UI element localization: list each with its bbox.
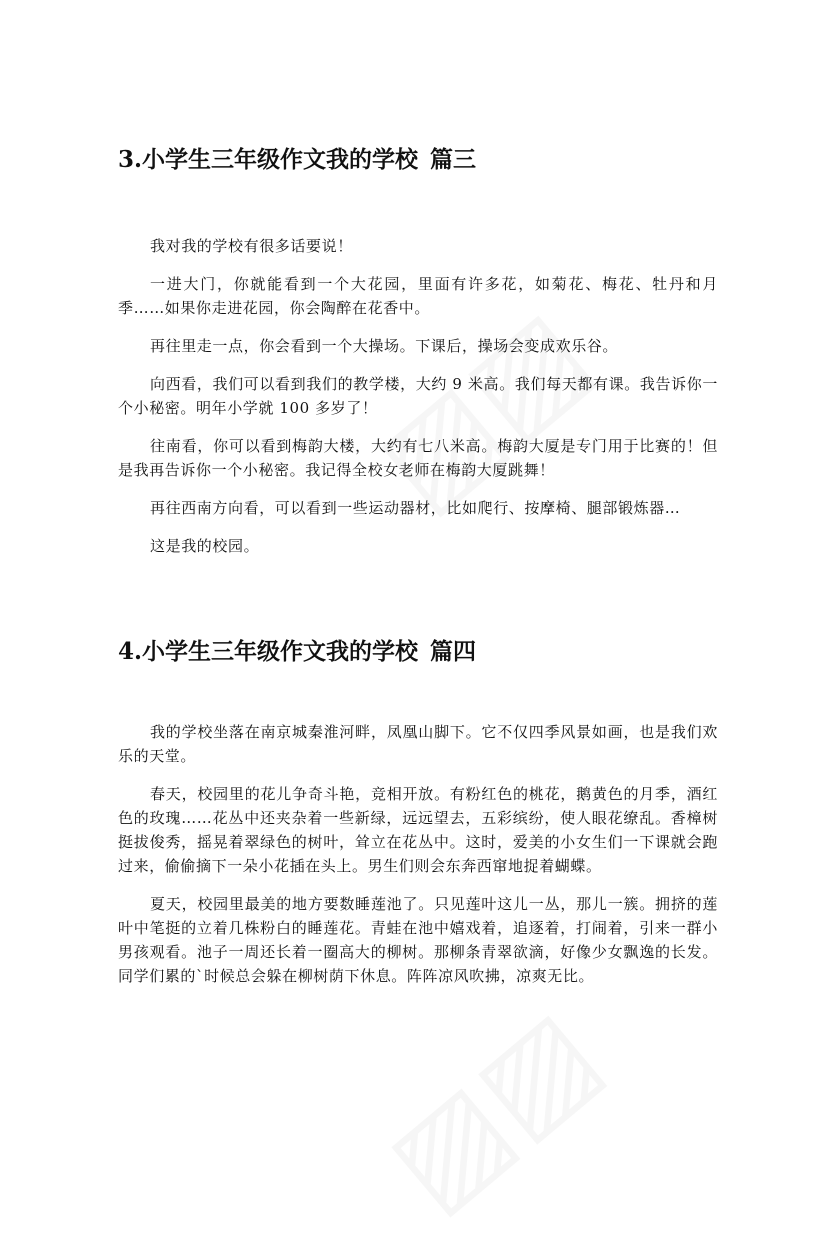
paragraph: 往南看，你可以看到梅韵大楼，大约有七八米高。梅韵大厦是专门用于比赛的！但是我再告诉你一个小秘密。我记得全校女老师在梅韵大厦跳舞！ bbox=[118, 437, 718, 479]
section-heading bbox=[118, 140, 718, 180]
watermark-logo bbox=[362, 983, 625, 1235]
paragraph: 再往里走一点，你会看到一个大操场。下课后，操场会变成欢乐谷。 bbox=[150, 337, 619, 355]
paragraph: 向西看，我们可以看到我们的教学楼，大约 9 米高。我们每天都有课。我告诉你一个小秘密。明年小学就 100 多岁了！ bbox=[118, 375, 718, 417]
paragraph: 我的学校坐落在南京城秦淮河畔，凤凰山脚下。它不仅四季风景如画，也是我们欢乐的天堂。 bbox=[118, 723, 718, 765]
essay-section-4 bbox=[118, 632, 718, 1002]
paragraph: 一进大门，你就能看到一个大花园，里面有许多花，如菊花、梅花、牡丹和月季……如果你走进花园，你会陶醉在花香中。 bbox=[118, 275, 718, 317]
heading-title: 4.小学生三年级作文我的学校 bbox=[118, 638, 419, 665]
paragraph: 春天，校园里的花儿争奇斗艳，竞相开放。有粉红色的桃花，鹅黄色的月季，酒红色的玫瑰……花丛中还夹杂着一些新绿，远远望去，五彩缤纷，使人眼花缭乱。香樟树挺拔俊秀，摇晃着翠绿色的树叶，耸立在花丛中。这时，爱美的小女生们一下课就会跑过来，偷偷摘下一朵小花插在头上。男生们则会东奔西窜地捉着蝴蝶。 bbox=[118, 785, 718, 875]
paragraph: 这是我的校园。 bbox=[150, 537, 260, 555]
section-body bbox=[118, 234, 718, 558]
heading-title: 3.小学生三年级作文我的学校 bbox=[118, 146, 419, 173]
section-heading bbox=[118, 632, 718, 672]
paragraph: 夏天，校园里最美的地方要数睡莲池了。只见莲叶这儿一丛，那儿一簇。拥挤的莲叶中笔挺的立着几株粉白的睡莲花。青蛙在池中嬉戏着，追逐着，打闹着，引来一群小男孩观看。池子一周还长着一圈高大的柳树。那柳条青翠欲滴，好像少女飘逸的长发。同学们累的`时候总会躲在柳树荫下休息。阵阵凉风吹拂，凉爽无比。 bbox=[118, 895, 718, 985]
paragraph: 再往西南方向看，可以看到一些运动器材，比如爬行、按摩椅、腿部锻炼器… bbox=[150, 499, 681, 517]
paragraph: 我对我的学校有很多话要说！ bbox=[150, 237, 353, 255]
heading-suffix: 篇三 bbox=[430, 146, 477, 173]
section-body bbox=[118, 720, 718, 988]
heading-suffix: 篇四 bbox=[430, 638, 477, 665]
essay-section-3 bbox=[118, 140, 718, 572]
